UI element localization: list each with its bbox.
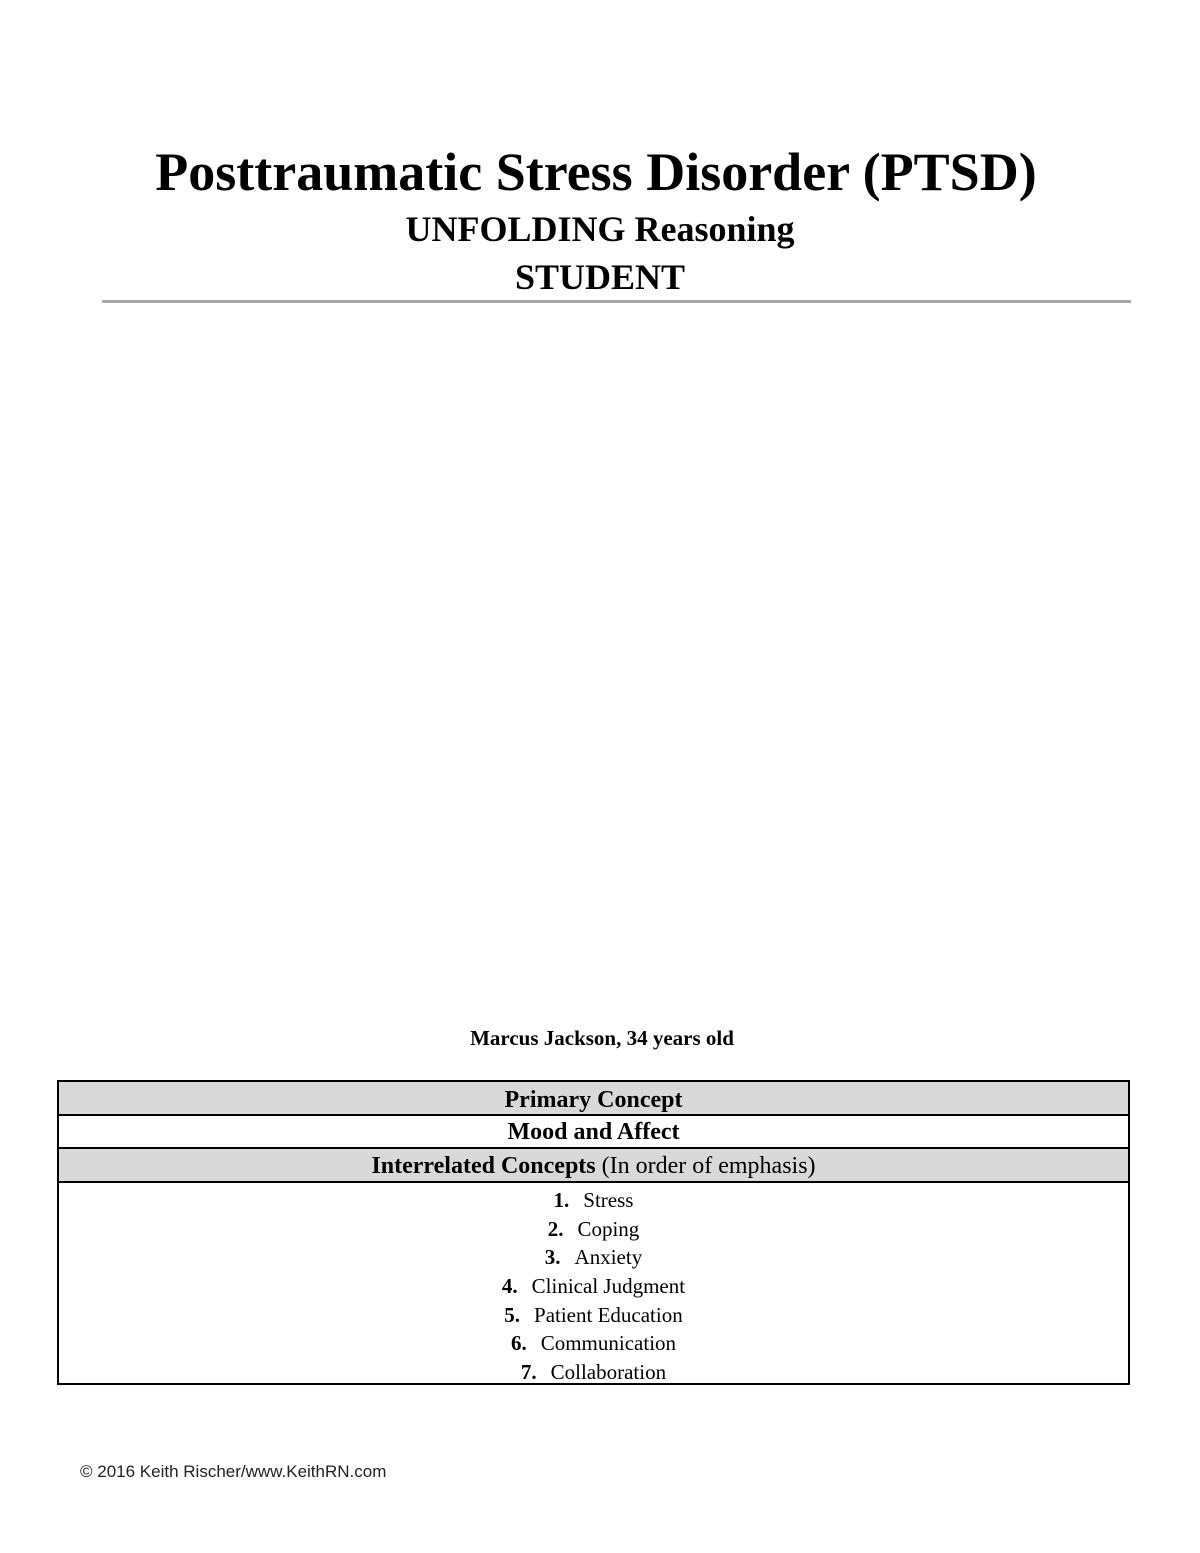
list-item-label: Communication: [540, 1331, 677, 1356]
list-item-number: 4.: [501, 1274, 518, 1299]
patient-name: Marcus Jackson, 34 years old: [470, 1026, 734, 1050]
list-item-label: Clinical Judgment: [531, 1274, 686, 1299]
list-item-label: Stress: [583, 1188, 634, 1212]
concepts-table: [57, 1080, 1130, 1385]
list-item-label: Patient Education: [534, 1302, 683, 1327]
title-divider: [102, 300, 1131, 303]
list-item: [59, 1329, 1128, 1358]
interrelated-concepts-label: Interrelated Concepts: [371, 1153, 596, 1179]
copyright-footer: © 2016 Keith Rischer/www.KeithRN.com: [80, 1462, 387, 1481]
interrelated-concepts-list: [59, 1186, 1128, 1387]
primary-concept-header: Primary Concept: [59, 1080, 1128, 1116]
list-item: [59, 1215, 1128, 1244]
interrelated-concepts-cell: [59, 1181, 1128, 1383]
primary-concept-value: Mood and Affect: [59, 1114, 1128, 1148]
list-item-number: 6.: [510, 1331, 527, 1356]
list-item: [59, 1186, 1128, 1215]
list-item-number: 3.: [544, 1245, 561, 1270]
subtitle-unfolding-reasoning: UNFOLDING Reasoning: [405, 209, 795, 249]
list-item-number: 1.: [553, 1188, 570, 1212]
list-item-number: 5.: [504, 1302, 521, 1327]
interrelated-concepts-note: (In order of emphasis): [601, 1153, 816, 1179]
list-item: [59, 1272, 1128, 1301]
list-item-number: 2.: [547, 1216, 564, 1241]
list-item: [59, 1301, 1128, 1330]
list-item: [59, 1358, 1128, 1387]
list-item-number: 7.: [520, 1360, 537, 1385]
list-item-label: Coping: [577, 1216, 640, 1241]
list-item-label: Collaboration: [550, 1360, 667, 1385]
page-title: Posttraumatic Stress Disorder (PTSD): [155, 142, 1037, 202]
list-item: [59, 1243, 1128, 1272]
interrelated-concepts-header: [59, 1147, 1128, 1183]
list-item-label: Anxiety: [574, 1245, 643, 1270]
subtitle-student: STUDENT: [514, 257, 686, 297]
